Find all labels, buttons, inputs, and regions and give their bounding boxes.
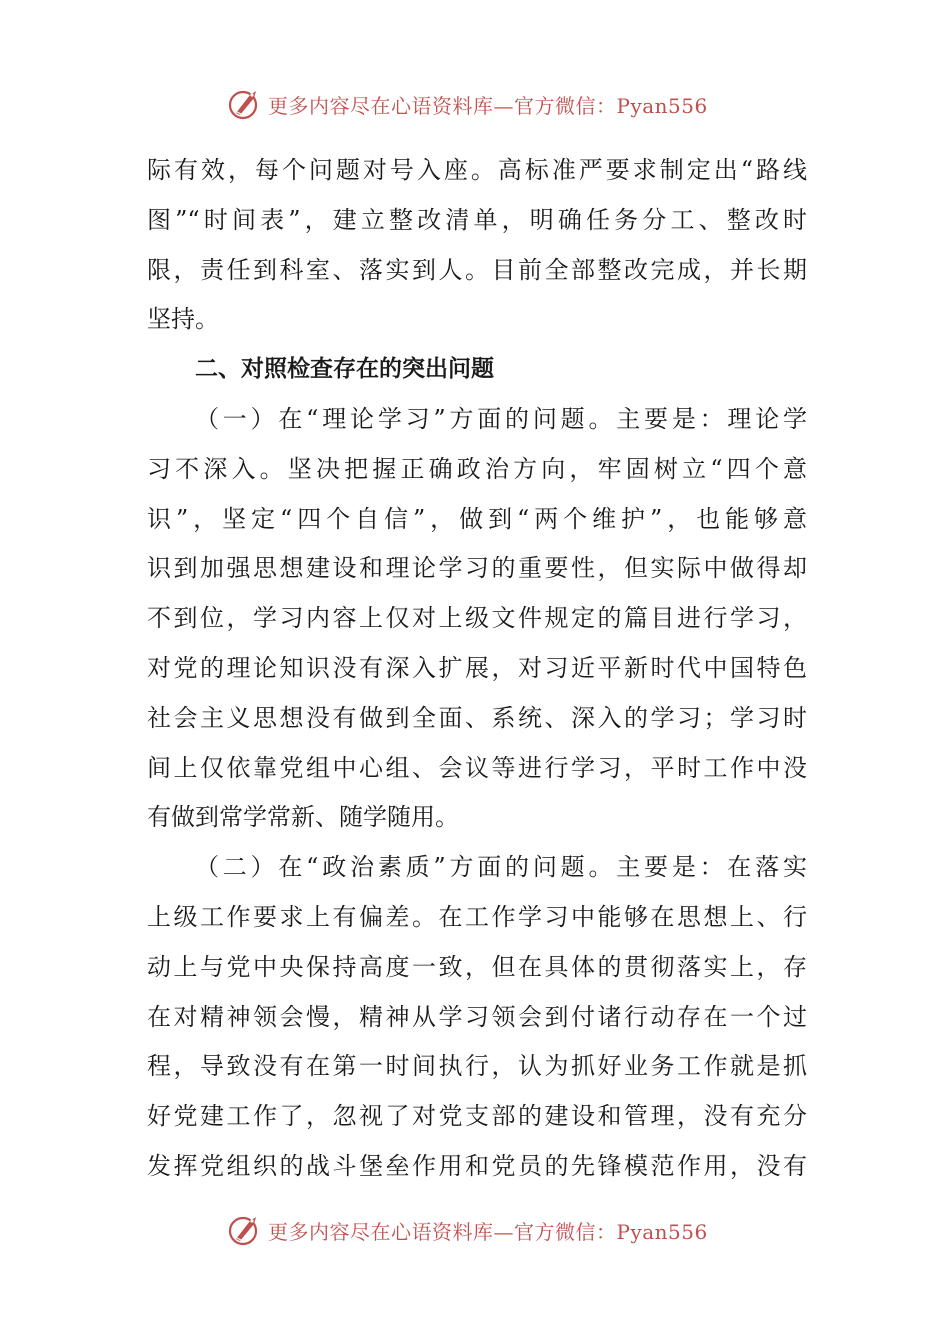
- paragraph-line: 对党的理论知识没有深入扩展，对习近平新时代中国特色: [147, 653, 807, 682]
- paragraph-line: 程，导致没有在第一时间执行，认为抓好业务工作就是抓: [147, 1052, 807, 1081]
- paragraph-line: 识到加强思想建设和理论学习的重要性，但实际中做得却: [147, 554, 807, 583]
- watermark-text: 更多内容尽在心语资料库—官方微信：Pyan556: [268, 1219, 708, 1244]
- pen-nib-logo-icon: [228, 87, 262, 121]
- paragraph-line: 好党建工作了，忽视了对党支部的建设和管理，没有充分: [147, 1102, 807, 1131]
- paragraph-line: 社会主义思想没有做到全面、系统、深入的学习；学习时: [147, 703, 807, 732]
- paragraph-line: （一）在“理论学习”方面的问题。主要是：理论学: [195, 404, 807, 433]
- paragraph-line: 图”“时间表”，建立整改清单，明确任务分工、整改时: [147, 205, 807, 234]
- watermark-banner-bottom: [228, 1210, 708, 1250]
- paragraph-line: 在对精神领会慢，精神从学习领会到付诸行动存在一个过: [147, 1002, 807, 1031]
- paragraph-line: 际有效，每个问题对号入座。高标准严要求制定出“路线: [147, 156, 807, 184]
- paragraph-line: 限，责任到科室、落实到人。目前全部整改完成，并长期: [147, 255, 807, 284]
- paragraph-line: （二）在“政治素质”方面的问题。主要是：在落实: [195, 853, 807, 882]
- document-body: [147, 146, 807, 1192]
- paragraph-line: 有做到常学常新、随学随用。: [147, 803, 459, 832]
- paragraph-line: 间上仅依靠党组中心组、会议等进行学习，平时工作中没: [147, 753, 807, 782]
- paragraph-line: 上级工作要求上有偏差。在工作学习中能够在思想上、行: [147, 902, 807, 931]
- paragraph-line: 坚持。: [147, 305, 219, 334]
- watermark-text: 更多内容尽在心语资料库—官方微信：Pyan556: [268, 93, 708, 118]
- section-heading: 二、对照检查存在的突出问题: [195, 356, 494, 383]
- paragraph-line: 习不深入。坚决把握正确政治方向，牢固树立“四个意: [147, 454, 807, 483]
- paragraph-line: 不到位，学习内容上仅对上级文件规定的篇目进行学习，: [147, 604, 807, 633]
- watermark-banner-top: [228, 84, 708, 124]
- paragraph-line: 发挥党组织的战斗堡垒作用和党员的先锋模范作用，没有: [147, 1151, 807, 1180]
- pen-nib-logo-icon: [228, 1213, 262, 1247]
- paragraph-line: 识”，坚定“四个自信”，做到“两个维护”，也能够意: [147, 504, 807, 533]
- paragraph-line: 动上与党中央保持高度一致，但在具体的贯彻落实上，存: [147, 952, 807, 981]
